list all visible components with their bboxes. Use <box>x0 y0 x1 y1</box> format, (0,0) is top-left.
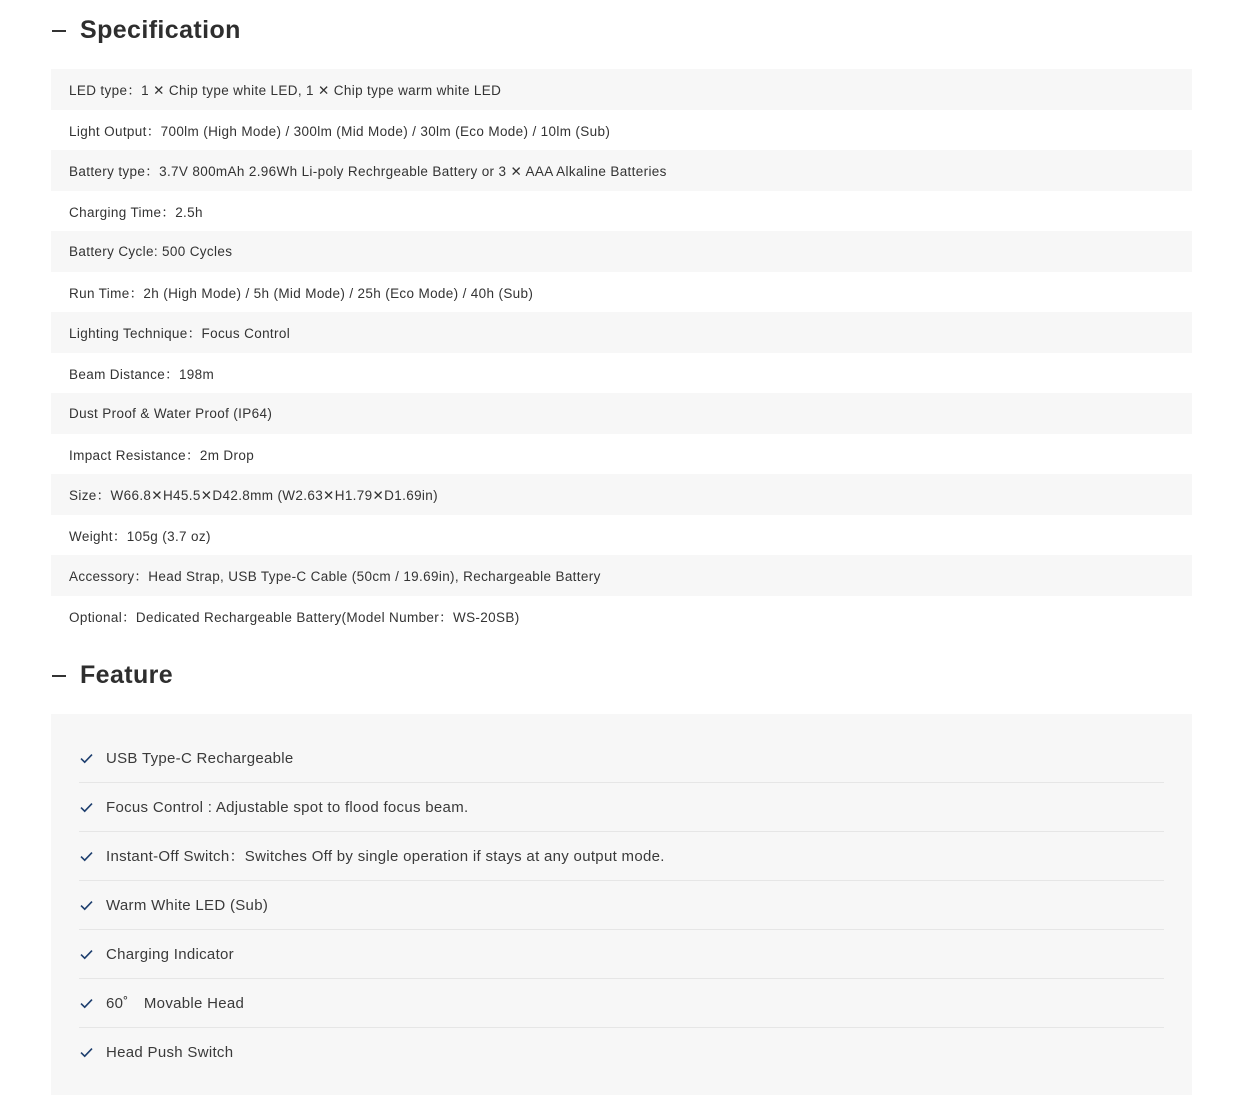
list-item <box>79 783 1164 832</box>
spec-row: Charging Time：2.5h <box>51 191 1192 232</box>
check-icon <box>79 800 94 815</box>
spec-row: Battery Cycle: 500 Cycles <box>51 231 1192 272</box>
feature-label: 60˚ Movable Head <box>106 994 245 1012</box>
spec-row: Size：W66.8✕H45.5✕D42.8mm (W2.63✕H1.79✕D1.69in) <box>51 474 1192 515</box>
check-icon <box>79 898 94 913</box>
check-icon <box>79 996 94 1011</box>
feature-label: Focus Control : Adjustable spot to flood focus beam. <box>106 798 469 816</box>
list-item <box>79 881 1164 930</box>
spec-row: Run Time：2h (High Mode) / 5h (Mid Mode) / 25h (Eco Mode) / 40h (Sub) <box>51 272 1192 313</box>
list-item <box>79 1028 1164 1077</box>
check-icon <box>79 1045 94 1060</box>
check-icon <box>79 849 94 864</box>
spec-row: Impact Resistance：2m Drop <box>51 434 1192 475</box>
feature-panel <box>51 714 1192 1095</box>
list-item <box>79 979 1164 1028</box>
spec-row: Optional：Dedicated Rechargeable Battery(Model Number：WS-20SB) <box>51 596 1192 637</box>
feature-section-header[interactable] <box>0 663 1243 688</box>
feature-label: USB Type-C Rechargeable <box>106 749 294 767</box>
feature-label: Warm White LED (Sub) <box>106 896 269 914</box>
specification-section-header[interactable] <box>0 0 1243 43</box>
feature-list <box>51 734 1192 1077</box>
check-icon <box>79 947 94 962</box>
list-item <box>79 930 1164 979</box>
spec-row: Battery type：3.7V 800mAh 2.96Wh Li-poly Rechrgeable Battery or 3 ✕ AAA Alkaline Batteries <box>51 150 1192 191</box>
minus-icon[interactable] <box>52 30 66 32</box>
specification-title: Specification <box>80 16 241 44</box>
feature-label: Head Push Switch <box>106 1044 234 1061</box>
check-icon <box>79 751 94 766</box>
spec-row: Dust Proof & Water Proof (IP64) <box>51 393 1192 434</box>
minus-icon[interactable] <box>52 675 66 677</box>
spec-row: Light Output：700lm (High Mode) / 300lm (Mid Mode) / 30lm (Eco Mode) / 10lm (Sub) <box>51 110 1192 151</box>
spec-row: Lighting Technique：Focus Control <box>51 312 1192 353</box>
spec-row: Beam Distance：198m <box>51 353 1192 394</box>
list-item <box>79 734 1164 783</box>
list-item <box>79 832 1164 881</box>
spec-row: LED type：1 ✕ Chip type white LED, 1 ✕ Chip type warm white LED <box>51 69 1192 110</box>
specification-list <box>51 69 1192 636</box>
feature-label: Charging Indicator <box>106 945 234 963</box>
spec-row: Accessory：Head Strap, USB Type-C Cable (50cm / 19.69in), Rechargeable Battery <box>51 555 1192 596</box>
feature-label: Instant-Off Switch：Switches Off by single operation if stays at any output mode. <box>106 847 665 865</box>
feature-title: Feature <box>80 661 174 689</box>
spec-row: Weight：105g (3.7 oz) <box>51 515 1192 556</box>
